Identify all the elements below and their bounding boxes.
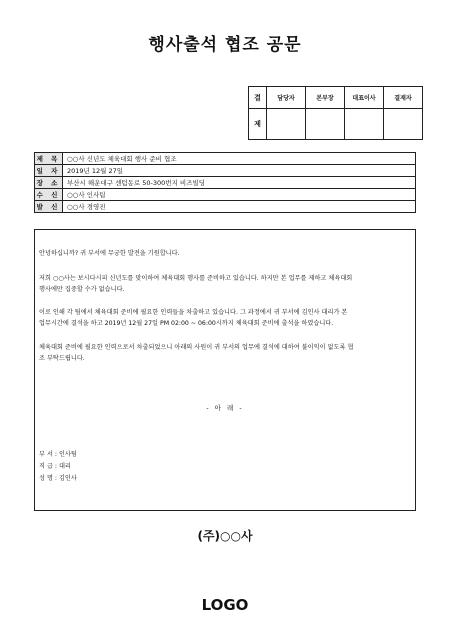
approval-sign-cell[interactable]	[306, 109, 345, 140]
info-row-recipient	[35, 189, 416, 201]
approval-box	[248, 86, 423, 140]
info-key: 장 소	[35, 177, 63, 189]
info-table	[34, 152, 416, 213]
info-key: 발 신	[35, 201, 63, 213]
approval-col-ceo: 대표이사	[345, 87, 384, 109]
body-paragraph: 업무시간에 결석을 하고 2019년 12월 27일 PM 02:00 ~ 06:00시까지 체육대회 준비에 출석을 하였습니다.	[39, 320, 334, 327]
approval-label-bottom: 제	[249, 109, 267, 140]
info-value: ○○사 경영진	[63, 201, 416, 213]
company-name: (주)○○사	[197, 529, 253, 543]
info-row-place	[35, 177, 416, 189]
info-value: ○○사 인사팀	[63, 189, 416, 201]
approval-col-manager: 담당자	[267, 87, 306, 109]
body-paragraph: 체육대회 준비에 필요한 인력으로서 차출되었으니 아래의 사원이 귀 부서의 업무에 결석에 대하여 불이익이 없도록 협	[39, 344, 354, 351]
approval-sign-cell[interactable]	[384, 109, 423, 140]
recipient-rank: 직 급 : 대리	[39, 463, 71, 470]
logo: LOGO	[201, 596, 249, 614]
info-key: 수 신	[35, 189, 63, 201]
body-paragraph: 조 부탁드립니다.	[39, 355, 85, 362]
document-body	[34, 229, 416, 511]
info-row-date	[35, 165, 416, 177]
info-row-sender	[35, 201, 416, 213]
body-paragraph: 저희 ○○사는 보시다시피 신년도를 맞이하여 체육대회 행사를 준비하고 있습니다. 하지만 본 업무를 제하고 체육대회	[39, 275, 353, 282]
body-greeting: 안녕하십니까? 귀 부서에 무궁한 발전을 기원합니다.	[39, 250, 180, 257]
approval-sign-cell[interactable]	[267, 109, 306, 140]
approval-col-director: 본부장	[306, 87, 345, 109]
info-value: 2019년 12월 27일	[63, 165, 416, 177]
info-row-subject	[35, 153, 416, 165]
info-value: ○○사 신년도 체육대회 행사 준비 협조	[63, 153, 416, 165]
info-key: 일 자	[35, 165, 63, 177]
body-paragraph: 이로 인해 각 팀에서 체육대회 준비에 필요한 인력들을 차출하고 있습니다. 그 과정에서 귀 부서에 김인사 대리가 본	[39, 309, 348, 316]
document-title: 행사출석 협조 공문	[148, 35, 302, 55]
approval-sign-cell[interactable]	[345, 109, 384, 140]
info-key: 제 목	[35, 153, 63, 165]
info-value: 부산시 해운대구 센텀동로 50-300번지 비즈빌딩	[63, 177, 416, 189]
recipient-dept: 부 서 : 인사팀	[39, 451, 77, 458]
approval-col-approver: 결재자	[384, 87, 423, 109]
body-paragraph: 행사에만 집중할 수가 없습니다.	[39, 286, 125, 293]
approval-label-top: 결	[249, 87, 267, 109]
recipient-name: 성 명 : 김인사	[39, 475, 77, 482]
below-heading: - 아 래 -	[206, 404, 244, 412]
